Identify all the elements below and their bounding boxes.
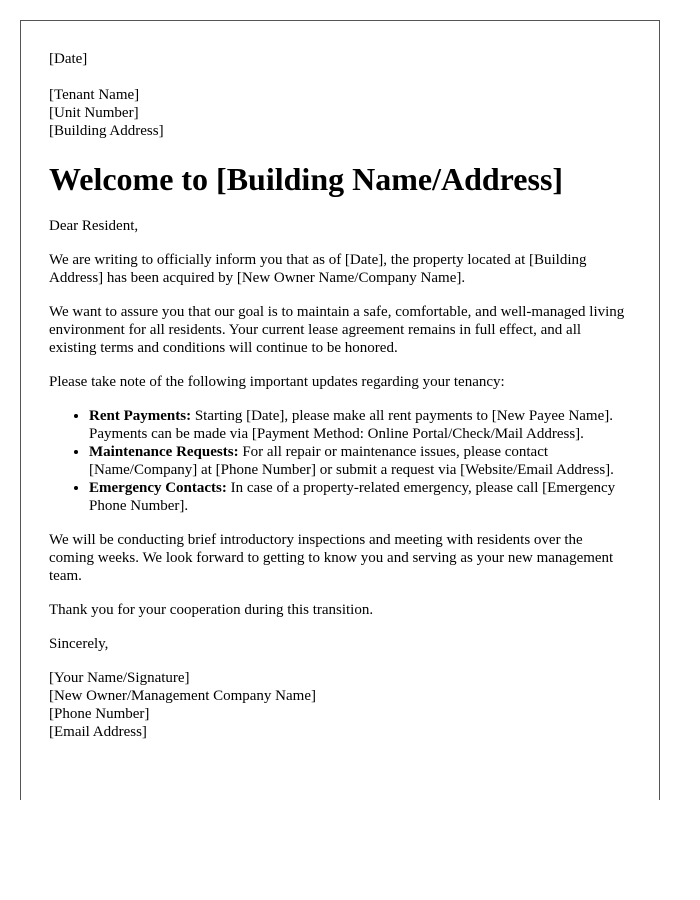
signature-company: [New Owner/Management Company Name] — [49, 688, 316, 704]
update-label: Rent Payments: — [89, 408, 192, 424]
update-maintenance-requests — [89, 443, 631, 479]
recipient-address-block — [49, 86, 631, 140]
updates-list — [49, 407, 631, 515]
signature-phone: [Phone Number] — [49, 706, 150, 722]
unit-number: [Unit Number] — [49, 105, 139, 121]
letter-heading: Welcome to [Building Name/Address] — [49, 161, 564, 197]
update-emergency-contacts — [89, 479, 631, 515]
paragraph-assurance: We want to assure you that our goal is to maintain a safe, comfortable, and well-managed living environment for all residents. Your current lease agreement remains in full effect, and all existing terms and conditions will continue to be honored. — [49, 304, 625, 356]
building-address: [Building Address] — [49, 123, 164, 139]
paragraph-thanks: Thank you for your cooperation during this transition. — [49, 602, 374, 618]
paragraph-updates-intro: Please take note of the following important updates regarding your tenancy: — [49, 374, 505, 390]
tenant-name: [Tenant Name] — [49, 87, 140, 103]
signature-name: [Your Name/Signature] — [49, 670, 190, 686]
paragraph-inspections: We will be conducting brief introductory inspections and meeting with residents over the coming weeks. We look forward to getting to know you and serving as your new management team. — [49, 532, 614, 584]
letter-page — [20, 20, 660, 800]
update-rent-payments — [89, 407, 631, 443]
update-label: Emergency Contacts: — [89, 480, 227, 496]
salutation: Dear Resident, — [49, 218, 139, 234]
update-text: Starting [Date], please make all rent payments to [New Payee Name]. Payments can be made via [Payment Method: Online Portal/Check/Mail Address]. — [89, 408, 614, 442]
paragraph-acquisition-notice: We are writing to officially inform you that as of [Date], the property located at [Building Address] has been acquired by [New Owner Name/Company Name]. — [49, 252, 587, 286]
signature-block — [49, 669, 631, 741]
update-text: For all repair or maintenance issues, please contact [Name/Company] at [Phone Number] or submit a request via [Website/Email Address]. — [89, 444, 614, 478]
update-text: In case of a property-related emergency, please call [Emergency Phone Number]. — [89, 480, 616, 514]
update-label: Maintenance Requests: — [89, 444, 239, 460]
letter-date: [Date] — [49, 51, 88, 67]
closing: Sincerely, — [49, 636, 109, 652]
signature-email: [Email Address] — [49, 724, 147, 740]
